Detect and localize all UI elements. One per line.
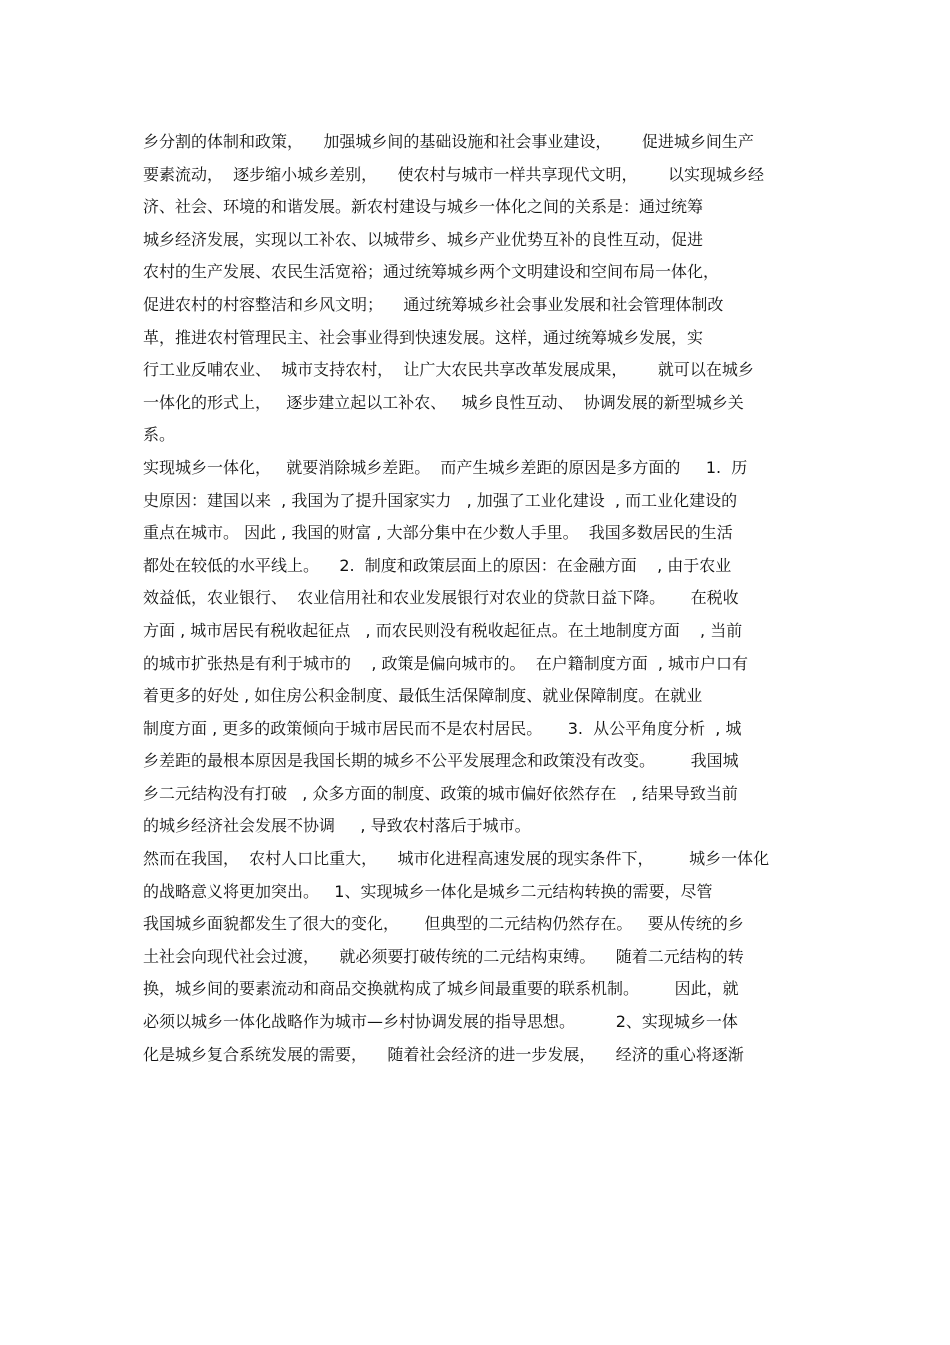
text-line: 重点在城市。 因此 , 我国的财富 , 大部分集中在少数人手里。 我国多数居民的生活 <box>143 523 733 543</box>
text-line: 必须以城乡一体化战略作为城市—乡村协调发展的指导思想。 2、实现城乡一体 <box>143 1012 738 1032</box>
text-line: 方面 , 城市居民有税收起征点 , 而农民则没有税收起征点。在土地制度方面 , 当前 <box>143 620 743 640</box>
text-line: 的城市扩张热是有利于城市的 , 政策是偏向城市的。 在户籍制度方面 , 城市户口有 <box>143 653 749 673</box>
text-line: 实现城乡一体化， 就要消除城乡差距。 而产生城乡差距的原因是多方面的 1. 历 <box>143 457 748 477</box>
text-line: 一体化的形式上， 逐步建立起以工补农、 城乡良性互动、 协调发展的新型城乡关 <box>143 392 744 412</box>
text-line: 乡分割的体制和政策， 加强城乡间的基础设施和社会事业建设， 促进城乡间生产 <box>143 132 754 151</box>
text-line: 效益低，农业银行、 农业信用社和农业发展银行对农业的贷款日益下降。 在税收 <box>143 588 739 608</box>
text-line: 乡差距的最根本原因是我国长期的城乡不公平发展理念和政策没有改变。 我国城 <box>143 751 739 771</box>
text-line: 系。 <box>143 425 176 445</box>
text-line: 的城乡经济社会发展不协调 , 导致农村落后于城市。 <box>143 816 531 836</box>
text-line: 济、社会、环境的和谐发展。新农村建设与城乡一体化之间的关系是：通过统筹 <box>143 197 704 217</box>
text-line: 乡二元结构没有打破 , 众多方面的制度、政策的城市偏好依然存在 , 结果导致当前 <box>143 783 738 803</box>
text-line: 农村的生产发展、农民生活宽裕；通过统筹城乡两个文明建设和空间布局一体化， <box>143 262 720 282</box>
text-line: 着更多的好处 , 如住房公积金制度、最低生活保障制度、就业保障制度。在就业 <box>143 686 703 706</box>
text-line: 史原因：建国以来 , 我国为了提升国家实力 , 加强了工业化建设 , 而工业化建设的 <box>143 490 738 510</box>
body-text <box>143 126 813 1071</box>
text-line: 促进农村的村容整洁和乡风文明； 通过统筹城乡社会事业发展和社会管理体制改 <box>143 294 724 314</box>
text-line: 城乡经济发展，实现以工补农、以城带乡、城乡产业优势互补的良性互动，促进 <box>143 229 704 249</box>
text-line: 制度方面 , 更多的政策倾向于城市居民而不是农村居民。 3. 从公平角度分析 , 城 <box>143 718 742 738</box>
text-line: 行工业反哺农业、 城市支持农村， 让广大农民共享改革发展成果， 就可以在城乡 <box>143 360 754 380</box>
text-line: 都处在较低的水平线上。 2. 制度和政策层面上的原因：在金融方面 , 由于农业 <box>143 555 732 575</box>
text-line: 化是城乡复合系统发展的需要， 随着社会经济的进一步发展， 经济的重心将逐渐 <box>143 1044 744 1064</box>
text-line: 我国城乡面貌都发生了很大的变化， 但典型的二元结构仍然存在。 要从传统的乡 <box>143 914 744 934</box>
text-line: 换，城乡间的要素流动和商品交换就构成了城乡间最重要的联系机制。 因此，就 <box>143 979 739 999</box>
text-line: 的战略意义将更加突出。 1、实现城乡一体化是城乡二元结构转换的需要，尽管 <box>143 881 713 901</box>
text-line: 然而在我国， 农村人口比重大， 城市化进程高速发展的现实条件下， 城乡一体化 <box>143 849 770 869</box>
text-line: 要素流动， 逐步缩小城乡差别， 使农村与城市一样共享现代文明， 以实现城乡经 <box>143 164 765 184</box>
text-line: 革，推进农村管理民主、社会事业得到快速发展。这样，通过统筹城乡发展，实 <box>143 327 704 347</box>
text-line: 土社会向现代社会过渡， 就必须要打破传统的二元结构束缚。 随着二元结构的转 <box>143 946 744 966</box>
